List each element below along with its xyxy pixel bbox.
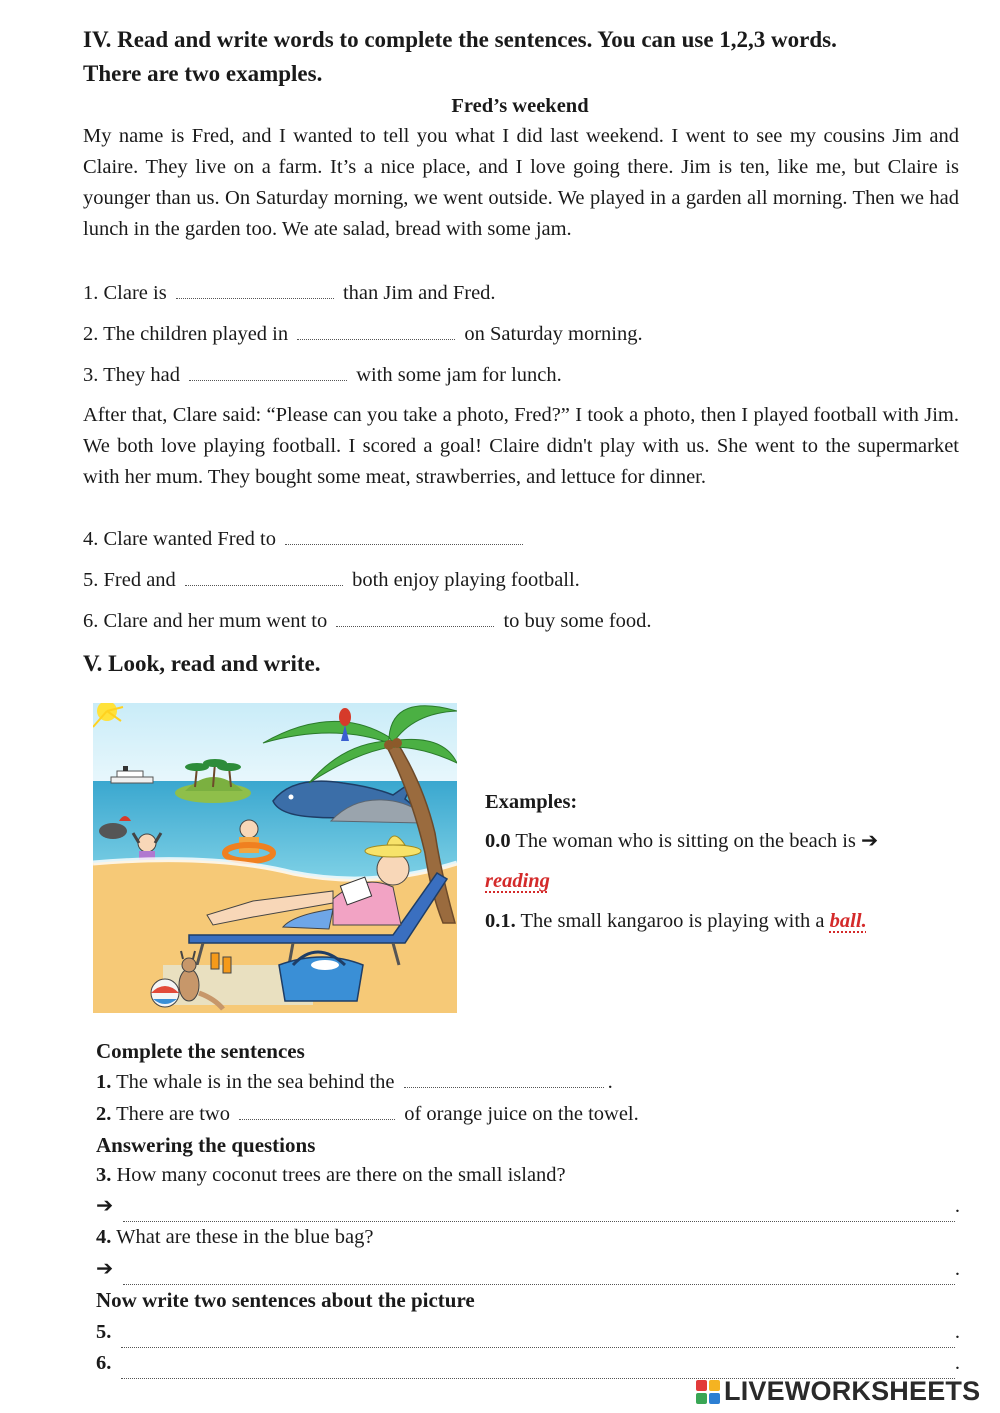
answer-blank-4[interactable] <box>285 528 523 545</box>
question-5 <box>83 565 580 596</box>
question-6-tail: to buy some food. <box>503 610 652 632</box>
complete-1-text: The whale is in the sea behind the <box>116 1071 395 1093</box>
complete-2-text: There are two <box>116 1103 230 1125</box>
write-6-line: 6. . <box>96 1348 960 1379</box>
question-1-text: 1. Clare is <box>83 282 167 304</box>
liveworksheets-logo <box>696 1376 980 1407</box>
answer-4-line: ➔ . <box>96 1254 960 1285</box>
complete-1-number: 1. <box>96 1071 112 1093</box>
question-4-text: 4. Clare wanted Fred to <box>83 528 276 550</box>
logo-square <box>709 1380 720 1391</box>
question-2-text: 2. The children played in <box>83 323 289 345</box>
arrow-icon: ➔ <box>861 830 879 852</box>
complete-2 <box>96 1099 639 1130</box>
example-answer-reading: reading <box>485 870 550 892</box>
question-4 <box>83 524 527 555</box>
answer-blank-4-line[interactable] <box>123 1268 955 1285</box>
complete-2-number: 2. <box>96 1103 112 1125</box>
question-6 <box>83 606 652 637</box>
logo-square <box>709 1393 720 1404</box>
example-0-1-number: 0.1. <box>485 910 516 932</box>
answer-3-text: How many coconut trees are there on the small island? <box>116 1164 566 1186</box>
answer-blank-2[interactable] <box>297 323 455 340</box>
answer-blank-3-line[interactable] <box>123 1205 955 1222</box>
question-1-tail: than Jim and Fred. <box>342 282 496 304</box>
question-5-text: 5. Fred and <box>83 569 176 591</box>
beach-ball <box>151 979 179 1007</box>
logo-squares-icon <box>696 1380 720 1404</box>
example-0-0-answer <box>485 866 550 897</box>
write-5-number: 5. <box>96 1321 112 1343</box>
answer-3-number: 3. <box>96 1164 112 1186</box>
section-4-heading-line-1: IV. Read and write words to complete the sentences. You can use 1,2,3 words. <box>83 27 837 52</box>
answer-4-number: 4. <box>96 1226 112 1248</box>
arrow-icon: ➔ <box>96 1258 114 1280</box>
question-2 <box>83 319 643 350</box>
example-answer-ball: ball. <box>829 910 867 932</box>
question-2-tail: on Saturday morning. <box>464 323 643 345</box>
example-0-0-text: The woman who is sitting on the beach is <box>515 830 856 852</box>
example-0-0 <box>485 826 878 857</box>
answer-blank-3[interactable] <box>189 364 347 381</box>
answer-4-question <box>96 1222 373 1253</box>
arrow-icon: ➔ <box>96 1195 114 1217</box>
question-3-tail: with some jam for lunch. <box>356 364 562 386</box>
story-paragraph-2: After that, Clare said: “Please can you take a photo, Fred?” I took a photo, then I played football with Jim. We both love playing football. I scored a goal! Claire didn't play with us. She went to the supermarket with her mum. They bought some meat, strawberries, and lettuce for dinner. <box>83 404 959 488</box>
answer-blank-c2[interactable] <box>239 1103 395 1120</box>
beach-illustration <box>93 703 457 1013</box>
answer-blank-6[interactable] <box>336 610 494 627</box>
complete-1: 1. The whale is in the sea behind the . <box>96 1071 613 1093</box>
answer-blank-5[interactable] <box>185 569 343 586</box>
example-0-1 <box>485 906 867 937</box>
answer-4-text: What are these in the blue bag? <box>116 1226 374 1248</box>
answer-blank-1[interactable] <box>176 282 334 299</box>
section-5-heading: V. Look, read and write. <box>83 651 321 676</box>
question-5-tail: both enjoy playing football. <box>352 569 580 591</box>
write-heading: Now write two sentences about the picture <box>96 1288 475 1312</box>
write-6-number: 6. <box>96 1352 112 1374</box>
question-1 <box>83 278 496 309</box>
examples-label: Examples: <box>485 791 578 813</box>
logo-square <box>696 1393 707 1404</box>
answer-3-line: ➔ . <box>96 1191 960 1222</box>
answer-blank-5-line[interactable] <box>121 1331 955 1348</box>
section-4-heading-line-2: There are two examples. <box>83 61 323 86</box>
story-title: Fred’s weekend <box>451 95 589 117</box>
answering-heading: Answering the questions <box>96 1133 316 1157</box>
question-6-text: 6. Clare and her mum went to <box>83 610 328 632</box>
logo-square <box>696 1380 707 1391</box>
write-5-line: 5. . <box>96 1317 960 1348</box>
question-3-text: 3. They had <box>83 364 180 386</box>
story-paragraph-1: My name is Fred, and I wanted to tell you what I did last weekend. I went to see my cousins Jim and Claire. They live on a farm. It’s a nice place, and I love going there. Jim is ten, like me, but Claire is younger than us. On Saturday morning, we went outside. We played in a garden all morning. Then we had lunch in the garden too. We ate salad, bread with some jam. <box>83 125 959 240</box>
logo-text: LIVEWORKSHEETS <box>724 1376 981 1406</box>
example-0-0-number: 0.0 <box>485 830 511 852</box>
complete-heading: Complete the sentences <box>96 1039 305 1063</box>
answer-3-question <box>96 1160 566 1191</box>
complete-2-tail: of orange juice on the towel. <box>404 1103 639 1125</box>
answer-blank-c1[interactable] <box>404 1071 604 1088</box>
example-0-1-text: The small kangaroo is playing with a <box>520 910 825 932</box>
question-3 <box>83 360 562 391</box>
